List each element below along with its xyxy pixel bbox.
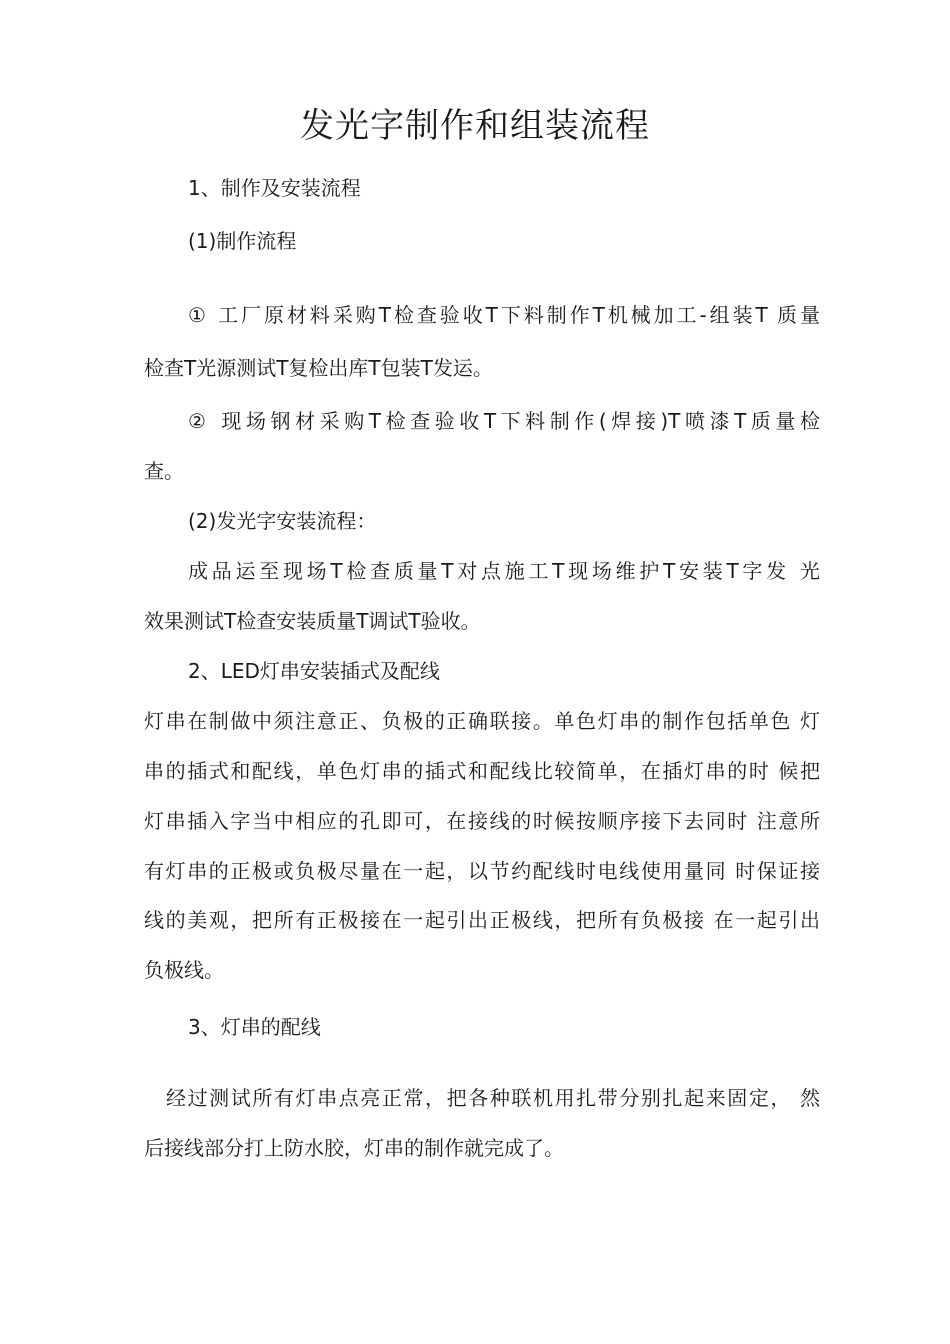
paragraph-5-line-1: 经过测试所有灯串点亮正常，把各种联机用扎带分别扎起来固定， 然 <box>166 1086 820 1110</box>
paragraph-4-line-6: 负极线。 <box>144 958 224 982</box>
section-1-heading: 1、制作及安装流程 <box>188 176 361 200</box>
paragraph-4-line-5: 线的美观，把所有正极接在一起引出正极线，把所有负极接 在一起引出 <box>144 908 820 932</box>
paragraph-4-line-4: 有灯串的正极或负极尽量在一起，以节约配线时电线使用量同 时保证接 <box>144 859 820 883</box>
paragraph-4-line-3: 灯串插入字当中相应的孔即可，在接线的时候按顺序接下去同时 注意所 <box>144 809 820 833</box>
paragraph-4-line-1: 灯串在制做中须注意正、负极的正确联接。单色灯串的制作包括单色 灯 <box>144 709 820 733</box>
paragraph-1-line-2: 检查T光源测试T复检出库T包装T发运。 <box>144 356 493 380</box>
section-3-heading: 3、灯串的配线 <box>188 1015 321 1039</box>
section-1-subheading-2: (2)发光字安装流程： <box>188 509 377 533</box>
paragraph-2-line-2: 查。 <box>144 459 184 483</box>
paragraph-3-line-1: 成品运至现场T检查质量T对点施工T现场维护T安装T字发 光 <box>188 559 820 583</box>
paragraph-5-line-2: 后接线部分打上防水胶，灯串的制作就完成了。 <box>144 1136 564 1160</box>
section-2-heading: 2、LED灯串安装插式及配线 <box>188 659 440 683</box>
section-1-subheading-1: (1)制作流程 <box>188 229 297 253</box>
document-title: 发光字制作和组装流程 <box>300 106 650 146</box>
paragraph-1-line-1: ① 工厂原材料采购T检查验收T下料制作T机械加工-组装T 质量 <box>188 303 820 327</box>
paragraph-2-line-1: ② 现场钢材采购T检查验收T下料制作(焊接)T喷漆T质量检 <box>188 409 820 433</box>
paragraph-4-line-2: 串的插式和配线，单色灯串的插式和配线比较简单，在插灯串的时 候把 <box>144 759 820 783</box>
paragraph-3-line-2: 效果测试T检查安装质量T调试T验收。 <box>144 609 481 633</box>
